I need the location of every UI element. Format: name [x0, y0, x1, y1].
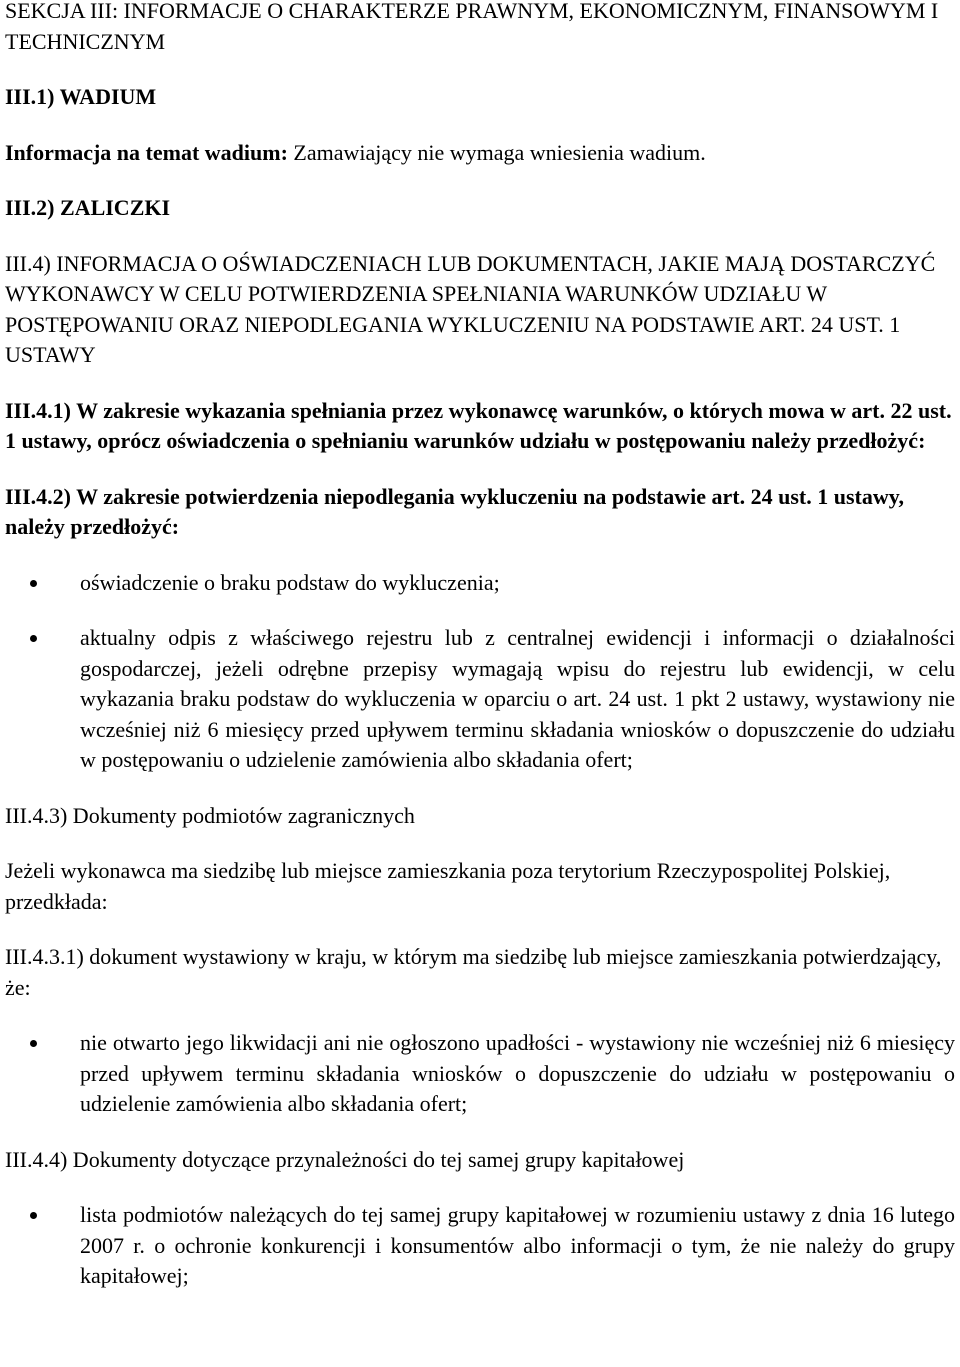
zaliczki-heading: III.2) ZALICZKI: [5, 195, 171, 220]
section-4-3-text: Jeżeli wykonawca ma siedzibę lub miejsce zamieszkania poza terytorium Rzeczypospolitej Polskiej, przedkłada:: [5, 858, 891, 914]
informacja-heading: III.4) INFORMACJA O OŚWIADCZENIACH LUB DOKUMENTACH, JAKIE MAJĄ DOSTARCZYĆ WYKONAWCY W CELU POTWIERDZENIA SPEŁNIANIA WARUNKÓW UDZIAŁU W POSTĘPOWANIU ORAZ NIEPODLEGANIA WYKLUCZENIU NA PODSTAWIE ART. 24 UST. 1 USTAWY: [5, 250, 936, 367]
section-4-3-heading: III.4.3) Dokumenty podmiotów zagranicznych: [5, 802, 415, 828]
wadium-info: [5, 138, 955, 169]
wadium-text: Zamawiający nie wymaga wniesienia wadium.: [287, 139, 706, 165]
list-item: [5, 1200, 955, 1292]
bullet-icon: [30, 1040, 37, 1047]
list-item: [5, 568, 955, 599]
bullet-icon: [30, 1212, 37, 1219]
section-4-4-list: [5, 1200, 955, 1292]
section-4-2-list: [5, 568, 955, 776]
list-item-text: nie otwarto jego likwidacji ani nie ogłoszono upadłości - wystawiony nie wcześniej niż 6 miesięcy przed upływem terminu składania wniosków o dopuszczenie do udziału w postępowaniu o udzielenie zamówienia albo składania ofert;: [80, 1030, 955, 1116]
list-item: [5, 1028, 955, 1120]
list-item-text: aktualny odpis z właściwego rejestru lub z centralnej ewidencji i informacji o działalności gospodarczej, jeżeli odrębne przepisy wymagają wpisu do rejestru lub ewidencji, w celu wykazania braku podstaw do wykluczenia w oparciu o art. 24 ust. 1 pkt 2 ustawy, wystawiony nie wcześniej niż 6 miesięcy przed upływem terminu składania wniosków o dopuszczenie do udziału w postępowaniu o udzielenie zamówienia albo składania ofert;: [80, 625, 955, 772]
bullet-icon: [30, 635, 37, 642]
document-page: [5, 0, 955, 1292]
bullet-icon: [30, 580, 37, 587]
section-4-2: III.4.2) W zakresie potwierdzenia niepodlegania wykluczeniu na podstawie art. 24 ust. 1 ustawy, należy przedłożyć:: [5, 483, 905, 539]
section-4-3-1-heading: III.4.3.1) dokument wystawiony w kraju, w którym ma siedzibę lub miejsce zamieszkania potwierdzający, że:: [5, 944, 942, 1000]
section-title: SEKCJA III: INFORMACJE O CHARAKTERZE PRAWNYM, EKONOMICZNYM, FINANSOWYM I TECHNICZNYM: [5, 0, 939, 54]
list-item-text: lista podmiotów należących do tej samej grupy kapitałowej w rozumieniu ustawy z dnia 16 lutego 2007 r. o ochronie konkurencji i konsumentów albo informacji o tym, że nie należy do grupy kapitałowej;: [80, 1202, 955, 1288]
section-4-4-heading: III.4.4) Dokumenty dotyczące przynależności do tej samej grupy kapitałowej: [5, 1146, 685, 1172]
section-4-1: III.4.1) W zakresie wykazania spełniania przez wykonawcę warunków, o których mowa w art. 22 ust. 1 ustawy, oprócz oświadczenia o spełnianiu warunków udziału w postępowaniu należy przedłożyć:: [5, 397, 952, 453]
wadium-label: Informacja na temat wadium:: [5, 139, 288, 165]
section-4-3-list: [5, 1028, 955, 1120]
list-item-text: oświadczenie o braku podstaw do wykluczenia;: [80, 569, 500, 595]
list-item: [5, 623, 955, 776]
wadium-heading: III.1) WADIUM: [5, 84, 157, 109]
